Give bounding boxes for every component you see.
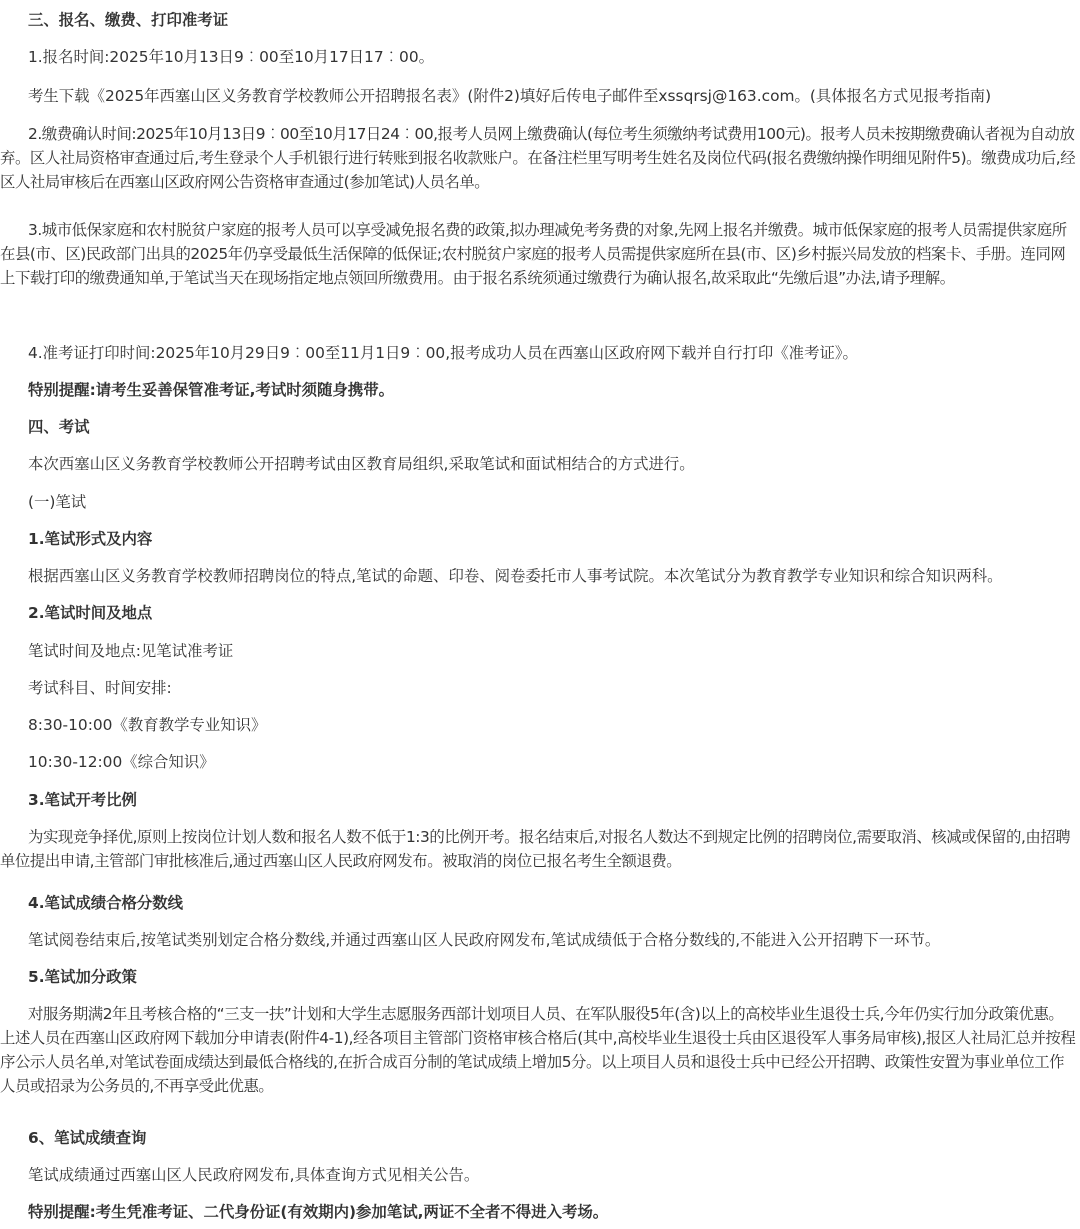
- paragraph-admission-ticket-printing: 4.准考证打印时间:2025年10月29日9︰00至11月1日9︰00,报考成功人员在西塞山区政府网下载并自行打印《准考证》。: [28, 344, 858, 362]
- paragraph-score-query: 笔试成绩通过西塞山区人民政府网发布,具体查询方式见相关公告。: [28, 1166, 480, 1184]
- special-reminder-ticket: 特别提醒:请考生妥善保管准考证,考试时须随身携带。: [28, 381, 394, 399]
- special-reminder-id: 特别提醒:考生凭准考证、二代身份证(有效期内)参加笔试,两证不全者不得进入考场。: [28, 1203, 609, 1221]
- paragraph-exam-format: 根据西塞山区义务教育学校教师招聘岗位的特点,笔试的命题、印卷、阅卷委托市人事考试院。本次笔试分为教育教学专业知识和综合知识两科。: [28, 567, 1003, 585]
- section-heading-exam: 四、考试: [28, 418, 90, 436]
- paragraph-registration-form: 考生下载《2025年西塞山区义务教育学校教师公开招聘报名表》(附件2)填好后传电子邮件至xssqrsj@163.com。(具体报名方式见报考指南): [28, 87, 992, 105]
- paragraph-registration-time: 1.报名时间:2025年10月13日9︰00至10月17日17︰00。: [28, 48, 434, 66]
- paragraph-exam-schedule-label: 考试科目、时间安排:: [28, 679, 172, 697]
- paragraph-exam-intro: 本次西塞山区义务教育学校教师公开招聘考试由区教育局组织,采取笔试和面试相结合的方式进行。: [28, 455, 695, 473]
- schedule-item-general: 10:30-12:00《综合知识》: [28, 753, 215, 771]
- section-heading-registration: 三、报名、缴费、打印准考证: [28, 11, 229, 29]
- paragraph-fee-waiver: 3.城市低保家庭和农村脱贫户家庭的报考人员可以享受减免报名费的政策,拟办理减免考务费的对象,先网上报名并缴费。城市低保家庭的报考人员需提供家庭所在县(市、区)民政部门出具的2025年仍享受最低生活保障的低保证;农村脱贫户家庭的报考人员需提供家庭所在县(市、区)乡村振兴局发放的档案卡、手册。连同网上下载打印的缴费通知单,于笔试当天在现场指定地点领回所缴费用。由于报名系统须通过缴费行为确认报名,故采取此“先缴后退”办法,请予理解。: [0, 221, 1067, 287]
- paragraph-payment-confirmation: 2.缴费确认时间:2025年10月13日9︰00至10月17日24︰00,报考人员网上缴费确认(每位考生须缴纳考试费用100元)。报考人员未按期缴费确认者视为自动放弃。区人社局资格审查通过后,考生登录个人手机银行进行转账到报名收款账户。在备注栏里写明考生姓名及岗位代码(报名费缴纳操作明细见附件5)。缴费成功后,经区人社局审核后在西塞山区政府网公告资格审查通过(参加笔试)人员名单。: [0, 125, 1076, 191]
- heading-exam-ratio: 3.笔试开考比例: [28, 791, 137, 809]
- paragraph-exam-ratio: 为实现竞争择优,原则上按岗位计划人数和报名人数不低于1:3的比例开考。报名结束后,对报名人数达不到规定比例的招聘岗位,需要取消、核减或保留的,由招聘单位提出申请,主管部门审批核准后,通过西塞山区人民政府网发布。被取消的岗位已报名考生全额退费。: [0, 828, 1071, 870]
- heading-exam-time-location: 2.笔试时间及地点: [28, 604, 153, 622]
- heading-passing-score: 4.笔试成绩合格分数线: [28, 894, 184, 912]
- paragraph-bonus-policy: 对服务期满2年且考核合格的“三支一扶”计划和大学生志愿服务西部计划项目人员、在军队服役5年(含)以上的高校毕业生退役士兵,今年仍实行加分政策优惠。上述人员在西塞山区政府网下载加分申请表(附件4-1),经各项目主管部门资格审核合格后(其中,高校毕业生退役士兵由区退役军人事务局审核),报区人社局汇总并按程序公示人员名单,对笔试卷面成绩达到最低合格线的,在折合成百分制的笔试成绩上增加5分。以上项目人员和退役士兵中已经公开招聘、政策性安置为事业单位工作人员或招录为公务员的,不再享受此优惠。: [0, 1005, 1076, 1095]
- subsection-written-exam: (一)笔试: [28, 493, 87, 511]
- paragraph-passing-score: 笔试阅卷结束后,按笔试类别划定合格分数线,并通过西塞山区人民政府网发布,笔试成绩低于合格分数线的,不能进入公开招聘下一环节。: [28, 931, 941, 949]
- schedule-item-professional: 8:30-10:00《教育教学专业知识》: [28, 716, 267, 734]
- paragraph-exam-time-location: 笔试时间及地点:见笔试准考证: [28, 642, 234, 660]
- heading-exam-format: 1.笔试形式及内容: [28, 530, 153, 548]
- heading-score-query: 6、笔试成绩查询: [28, 1129, 147, 1147]
- heading-bonus-policy: 5.笔试加分政策: [28, 968, 137, 986]
